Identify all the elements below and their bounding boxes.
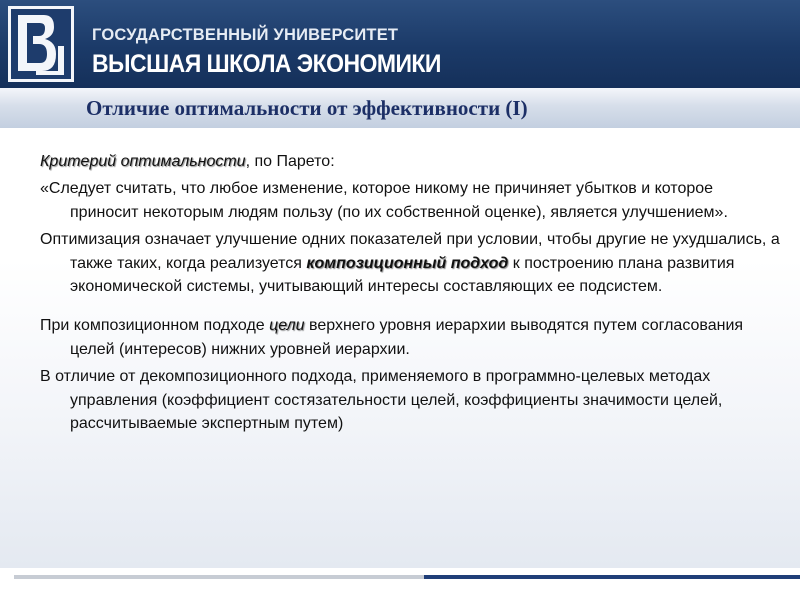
emphasis-optimality-criterion: Критерий оптимальности	[40, 153, 246, 170]
emphasis-goals: цели	[269, 317, 305, 335]
paragraph-criterion-rest: , по Парето:	[245, 153, 335, 170]
paragraph-decompositional: В отличие от декомпозиционного подхода, применяемого в программно-целевых методах управления (коэффициент состязательности целей, коэффициенты значимости целей, рассчитываемые экспертным путем)	[40, 368, 723, 433]
hse-logo-icon	[8, 6, 74, 82]
paragraph-compositional	[40, 314, 780, 361]
paragraph-optimization-start: Оптимизация означает улучшение одних показателей при условии, чтобы другие не ухудшались, а также таких, когда реализуется	[40, 231, 780, 272]
paragraph-optimization-end: к построению плана развития экономической системы, учитывающий интересы составляющих ее подсистем.	[70, 254, 735, 296]
university-name-line1: ГОСУДАРСТВЕННЫЙ УНИВЕРСИТЕТ	[92, 26, 399, 44]
slide-body	[40, 150, 780, 439]
paragraph-optimization	[40, 228, 780, 298]
header-bar	[0, 0, 800, 88]
paragraph-compositional-end: верхнего уровня иерархии выводятся путем согласования целей (интересов) нижних уровней иерархии.	[70, 317, 744, 358]
paragraph-criterion	[40, 150, 780, 173]
university-name-line2: ВЫСШАЯ ШКОЛА ЭКОНОМИКИ	[92, 50, 441, 78]
paragraph-compositional-start: При композиционном подходе	[40, 317, 270, 335]
slide-title: Отличие оптимальности от эффективности (I)	[86, 96, 528, 120]
emphasis-compositional-approach: композиционный подход	[306, 254, 509, 272]
footer-rule-blue	[424, 575, 800, 579]
footer-rule-grey	[14, 575, 424, 579]
paragraph-pareto-quote: «Следует считать, что любое изменение, которое никому не причиняет убытков и которое приносит некоторым людям пользу (по их собственной оценке), является улучшением».	[40, 180, 728, 221]
